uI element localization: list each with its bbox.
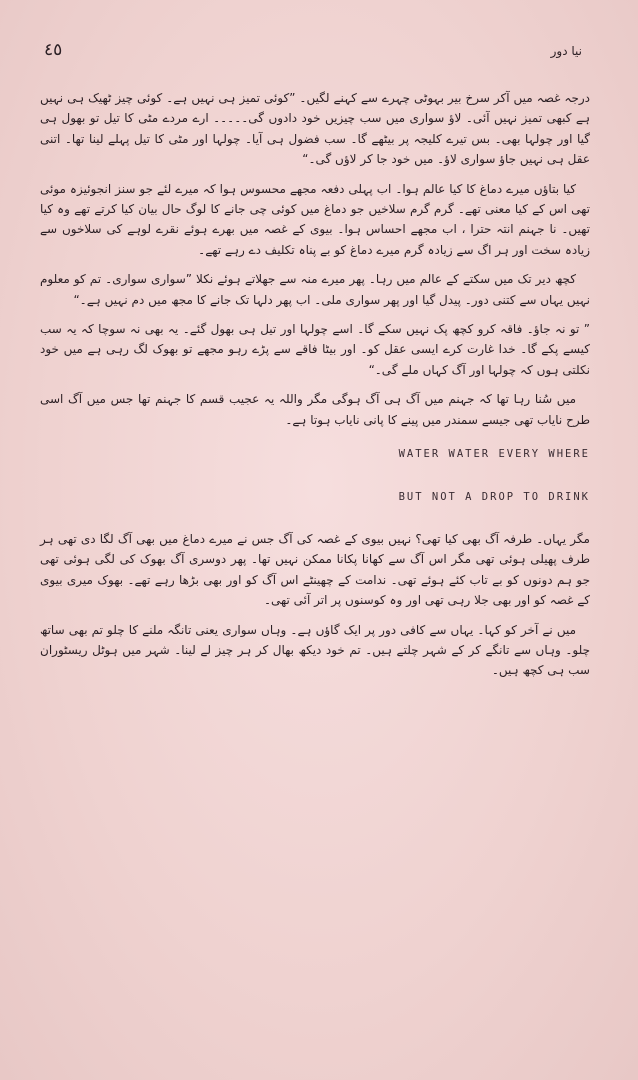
quote-line: BUT NOT A DROP TO DRINK <box>398 490 590 503</box>
running-title: نیا دور <box>550 44 582 58</box>
paragraph: درجہ غصہ میں آکر سرخ بیر بہوٹی چہرے سے کہنے لگیں۔ ”کوئی تمیز ہی نہیں ہے۔ کوئی چیز ٹھیک ہی نہیں ہے کبھی تمیز نہیں آئی۔ لاؤ سواری میں سب چیزیں خود دادوں گی۔۔۔۔۔ ارے مردے مٹی کا تیل تو بھول ہی گیا اور چولہا بھی۔ بس تیرے کلیجہ پر بیٹھے گا۔ سب فضول ہی آیا۔ چولہا اور مٹی کا تیل پہلے لینا تھا۔ اتنی عقل ہی نہیں جاؤ سواری لاؤ۔ میں خود جا کر لاؤں گی۔“ <box>40 91 590 167</box>
paragraph: مگر یہاں۔ طرفہ آگ بھی کیا تھی؟ نہیں بیوی کے غصہ کی آگ جس نے میرے دماغ میں بھی آگ لگا دی تھی ہر طرف پھیلی ہوئی تھی مگر اس آگ سے کھانا پکانا ممکن نہیں تھا۔ پھر دوسری آگ بھوک کی لگی ہوئی تھی جو ہم دونوں کو بے تاب کئے ہوئے تھی۔ ندامت کے چھینٹے اس آگ کو اور بھی بڑھا رہے تھے۔ بھوک میری بیوی کے غصہ کو اور بھی جلا رہی تھی اور وہ کوسنوں پر اتر آئی تھی۔ <box>40 531 590 608</box>
english-quote <box>40 444 590 507</box>
paragraph: کچھ دیر تک میں سکتے کے عالم میں رہا۔ پھر میرے منہ سے جھلاتے ہوئے نکلا ”سواری سواری۔ تم کو معلوم نہیں یہاں سے کتنی دور۔ پیدل گیا اور پھر سواری ملی۔ اب پھر دلہا تک جانے کا مجھ میں دم نہیں ہے۔“ <box>40 272 590 307</box>
body-text <box>40 88 590 690</box>
paragraph: میں نے آخر کو کہا۔ یہاں سے کافی دور پر ایک گاؤں ہے۔ وہاں سواری یعنی تانگہ ملنے کا چلو تم بھی ساتھ چلو۔ وہاں سے تانگے کر کے شہر چلتے ہیں۔ تم خود دیکھ بھال کر ہر چیز لے لینا۔ شہر میں ہوٹل ریسٹوران سب ہی کچھ ہیں۔ <box>40 622 590 678</box>
paragraph: میں سُنا رہا تھا کہ جہنم میں آگ ہی آگ ہوگی مگر واللہ یہ عجیب قسم کا جہنم تھا جس میں آگ اسی طرح نایاب تھی جیسے سمندر میں پینے کا پانی نایاب ہوتا ہے۔ <box>40 392 590 427</box>
quote-line: WATER WATER EVERY WHERE <box>398 448 590 461</box>
paragraph: کیا بتاؤں میرے دماغ کا کیا عالم ہوا۔ اب پہلی دفعہ مجھے محسوس ہوا کہ میرے لئے جو سنز انجوئیزہ موئی تھی اس کے کیا معنی تھے۔ گرم گرم سلاخیں جو دماغ میں کوئی چی جانے کا لوگ حال بیان کیا کرتے تھے وہ کیا تھیں۔ نا جہنم انتہ حترا ، اب مجھے احساس ہوا۔ بیوی کے غصہ میں بھرے ہوئے نقرے لوہے کی سلاخوں سے زیادہ سخت اور ہر اگ سے زیادہ گرم میرے دماغ کو بے پناہ تکلیف دے رہے تھے۔ <box>40 181 590 257</box>
page-number: ٤٥ <box>44 40 63 60</box>
paragraph: ” تو نہ جاؤ۔ فاقہ کرو کچھ پک نہیں سکے گا۔ اسے چولہا اور تیل ہی بھول گئے۔ یہ بھی نہ سوچا کہ یہ سب کیسے پکے گا۔ خدا غارت کرے ایسی عقل کو۔ اور بیٹا فاقے سے پڑے رہو مجھے تو بھوک لگ رہی ہے میں خود نکلتی ہوں کہ چولہا اور آگ کہاں ملے گی۔“ <box>40 322 590 377</box>
